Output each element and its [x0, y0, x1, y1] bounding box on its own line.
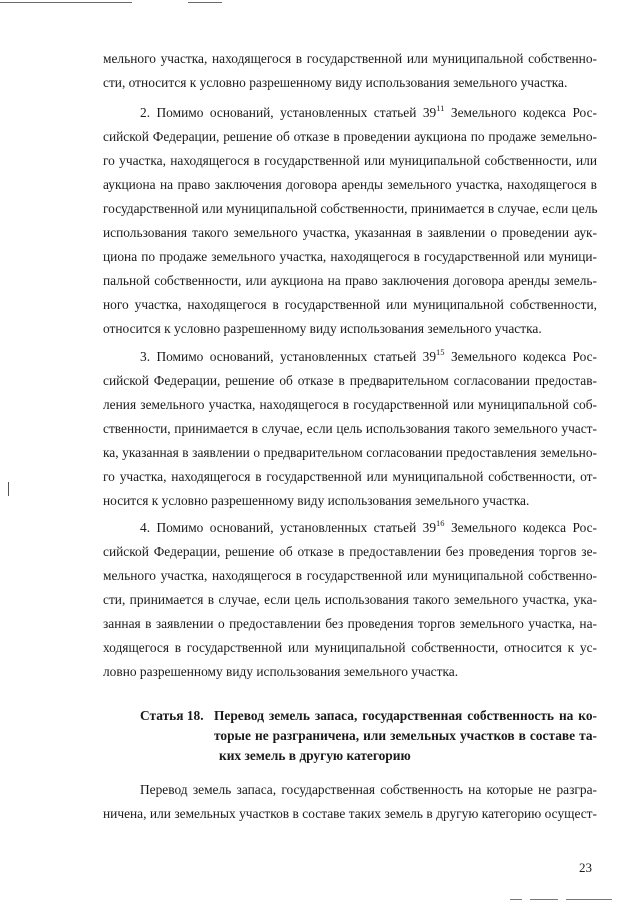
text-line: государственной или муниципальной собственности, принимается в случае, если цель — [103, 201, 598, 216]
text-line: ничена, или земельных участков в составе таких земель в другую категорию осущест- — [103, 806, 597, 821]
text-line: го участка, находящегося в государственной или муниципальной собственности, от- — [103, 469, 597, 484]
text-line: ного участка, находящегося в государственной или муниципальной собственности, — [103, 297, 597, 312]
text-line: носится к условно разрешенному виду использования земельного участка. — [103, 493, 530, 508]
superscript: 11 — [436, 103, 445, 113]
text-line: мельного участка, находящегося в государственной или муниципальной собственно- — [103, 568, 597, 583]
paragraph-first-line: 3. Помимо оснований, установленных статьей $39^{15}$ Земельного кодекса Рос- — [140, 347, 597, 364]
article-number: Статья 18. — [140, 708, 204, 723]
text-line: мельного участка, находящегося в государственной или муниципальной собственно- — [103, 51, 597, 66]
text-line: циона по продаже земельного участка, находящегося в государственной или муници- — [103, 249, 597, 264]
text-line: го участка, находящегося в государственной или муниципальной собственности, или — [103, 153, 597, 168]
text-line: сти, принимается в случае, если цель использования такого земельного участка, ука- — [103, 592, 597, 607]
text-line: ственности, принимается в случае, если цель использования такого земельного участ- — [103, 421, 597, 436]
article-title-line: торые не разграничена, или земельных участков в составе та- — [214, 728, 597, 743]
scan-artifact-line — [188, 2, 222, 3]
text-line: сти, относится к условно разрешенному виду использования земельного участка. — [103, 75, 568, 90]
superscript: 16 — [436, 518, 445, 528]
text-line: ления земельного участка, находящегося в государственной или муниципальной соб- — [103, 397, 597, 412]
paragraph-first-line: 2. Помимо оснований, установленных статьей $39^{11}$ Земельного кодекса Рос- — [140, 103, 597, 120]
text-line: занная в заявлении о предоставлении без проведения торгов земельного участка, на- — [103, 616, 597, 631]
scan-artifact-line — [530, 899, 558, 900]
text-line: ка, указанная в заявлении о предварительном согласовании предоставления земельно- — [103, 445, 597, 460]
paragraph-first-line: Перевод земель запаса, государственная собственность на которые не разгра- — [140, 782, 597, 797]
paragraph-first-line: 4. Помимо оснований, установленных статьей $39^{16}$ Земельного кодекса Рос- — [140, 518, 597, 535]
article-title-line: Перевод земель запаса, государственная собственность на ко- — [214, 708, 597, 723]
text-line: сийской Федерации, решение об отказе в предоставлении без проведения торгов зе- — [103, 544, 597, 559]
text-line: ходящегося в государственной или муниципальной собственности, относится к ус- — [103, 640, 597, 655]
text-line: использования такого земельного участка, указанная в заявлении о проведении аук- — [103, 225, 597, 240]
article-title-line: ких земель в другую категорию — [219, 748, 411, 763]
text-line: пальной собственности, или аукциона на право заключения договора аренды земель- — [103, 273, 597, 288]
text-line: сийской Федерации, решение об отказе в предварительном согласовании предостав- — [103, 373, 597, 388]
text-line: ловно разрешенному виду использования земельного участка. — [103, 664, 459, 679]
page-number: 23 — [579, 860, 592, 875]
text-line: относится к условно разрешенному виду использования земельного участка. — [103, 321, 542, 336]
superscript: 15 — [436, 347, 445, 357]
scan-margin-mark — [8, 482, 9, 496]
scan-artifact-line — [566, 899, 612, 900]
scan-artifact-line — [510, 899, 522, 900]
text-line: сийской Федерации, решение об отказе в проведении аукциона по продаже земельно- — [103, 129, 597, 144]
text-line: аукциона на право заключения договора аренды земельного участка, находящегося в — [103, 177, 597, 192]
scan-artifact-line — [0, 2, 132, 3]
